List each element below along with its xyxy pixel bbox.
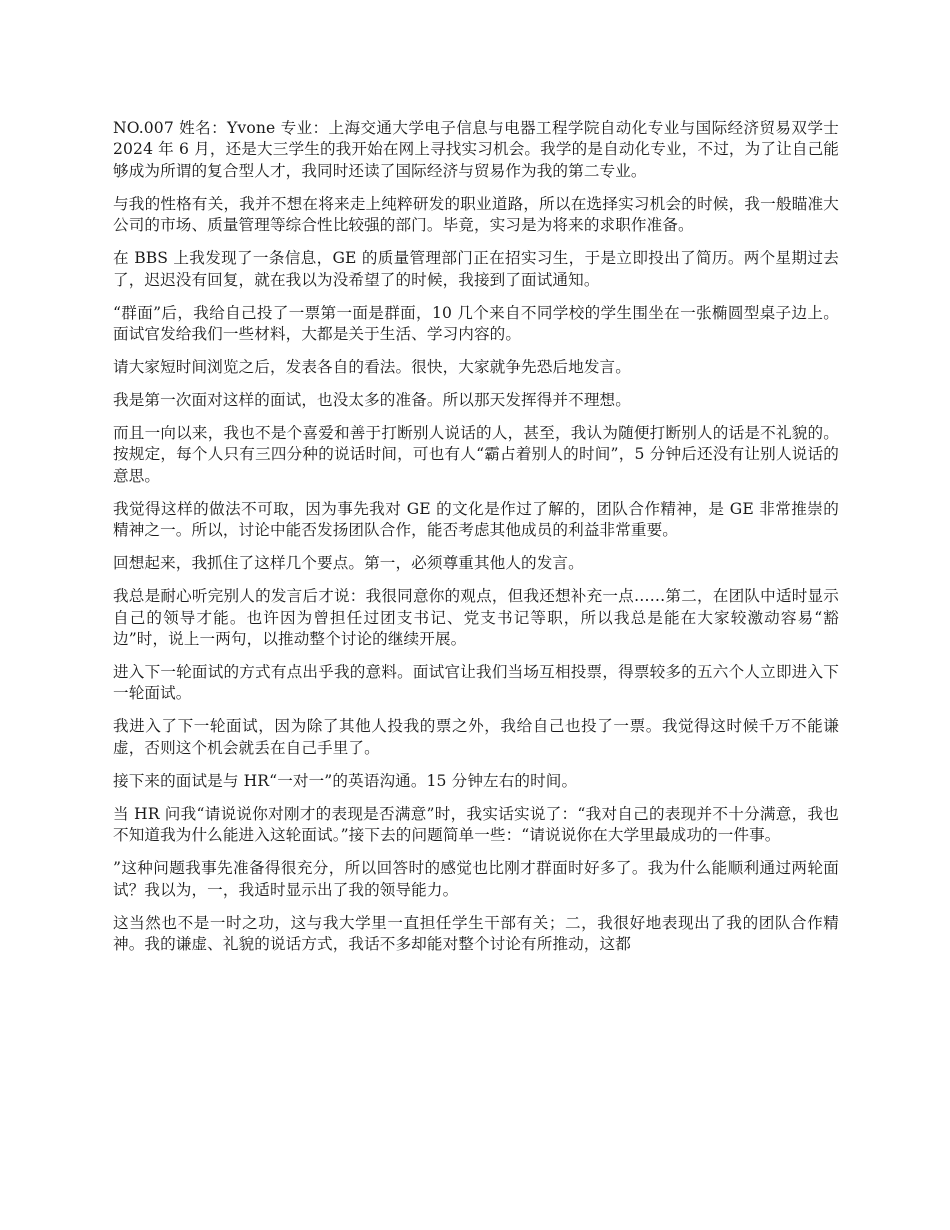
paragraph: 而且一向以来，我也不是个喜爱和善于打断别人说话的人，甚至，我认为随便打断别人的话是不礼貌的。按规定，每个人只有三四分种的说话时间，可也有人“霸占着别人的时间”，5 分钟后还没有让别人说话的意思。 <box>113 424 839 485</box>
paragraph: 当 HR 问我“请说说你对刚才的表现是否满意”时，我实话实说了：“我对自己的表现并不十分满意，我也不知道我为什么能进入这轮面试。”接下去的问题简单一些：“请说说你在大学里最成功的一件事。 <box>113 804 839 845</box>
document-body <box>113 118 839 967</box>
paragraph: 我是第一次面对这样的面试，也没太多的准备。所以那天发挥得并不理想。 <box>113 391 631 410</box>
paragraph: 我进入了下一轮面试，因为除了其他人投我的票之外，我给自己也投了一票。我觉得这时候千万不能谦虚，否则这个机会就丢在自己手里了。 <box>113 717 839 757</box>
paragraph: 进入下一轮面试的方式有点出乎我的意料。面试官让我们当场互相投票，得票较多的五六个人立即进入下一轮面试。 <box>113 663 839 703</box>
paragraph: ”这种问题我事先准备得很充分，所以回答时的感觉也比刚才群面时好多了。我为什么能顺利通过两轮面试？我以为，一，我适时显示出了我的领导能力。 <box>113 859 839 899</box>
paragraph: 与我的性格有关，我并不想在将来走上纯粹研发的职业道路，所以在选择实习机会的时候，我一般瞄准大公司的市场、质量管理等综合性比较强的部门。毕竟，实习是为将来的求职作准备。 <box>113 194 839 235</box>
paragraph: “群面”后，我给自己投了一票第一面是群面，10 几个来自不同学校的学生围坐在一张椭圆型桌子边上。面试官发给我们一些材料，大都是关于生活、学习内容的。 <box>113 303 839 344</box>
paragraph: 这当然也不是一时之功，这与我大学里一直担任学生干部有关；二，我很好地表现出了我的团队合作精神。我的谦虚、礼貌的说话方式，我话不多却能对整个讨论有所推动，这都 <box>113 913 839 954</box>
paragraph: 我觉得这样的做法不可取，因为事先我对 GE 的文化是作过了解的，团队合作精神，是 GE 非常推崇的精神之一。所以，讨论中能否发扬团队合作，能否考虑其他成员的利益非常重要。 <box>113 499 839 540</box>
paragraph: 回想起来，我抓住了这样几个要点。第一，必须尊重其他人的发言。 <box>113 554 584 573</box>
paragraph: 我总是耐心听完别人的发言后才说：我很同意你的观点，但我还想补充一点……第二，在团队中适时显示自己的领导才能。也许因为曾担任过团支书记、党支书记等职，所以我总是能在大家较激动容易“豁边”时，说上一两句，以推动整个讨论的继续开展。 <box>113 587 839 649</box>
paragraph: NO.007 姓名：Yvone 专业：上海交通大学电子信息与电器工程学院自动化专业与国际经济贸易双学士 2024 年 6 月，还是大三学生的我开始在网上寻找实习机会。我学的是自动化专业，不过，为了让自己能够成为所谓的复合型人才，我同时还读了国际经济与贸易作为我的第二专业。 <box>113 119 839 180</box>
paragraph: 请大家短时间浏览之后，发表各自的看法。很快，大家就争先恐后地发言。 <box>113 358 631 377</box>
paragraph: 接下来的面试是与 HR“一对一”的英语沟通。15 分钟左右的时间。 <box>113 771 578 790</box>
paragraph: 在 BBS 上我发现了一条信息，GE 的质量管理部门正在招实习生，于是立即投出了简历。两个星期过去了，迟迟没有回复，就在我以为没希望了的时候，我接到了面试通知。 <box>113 249 839 289</box>
